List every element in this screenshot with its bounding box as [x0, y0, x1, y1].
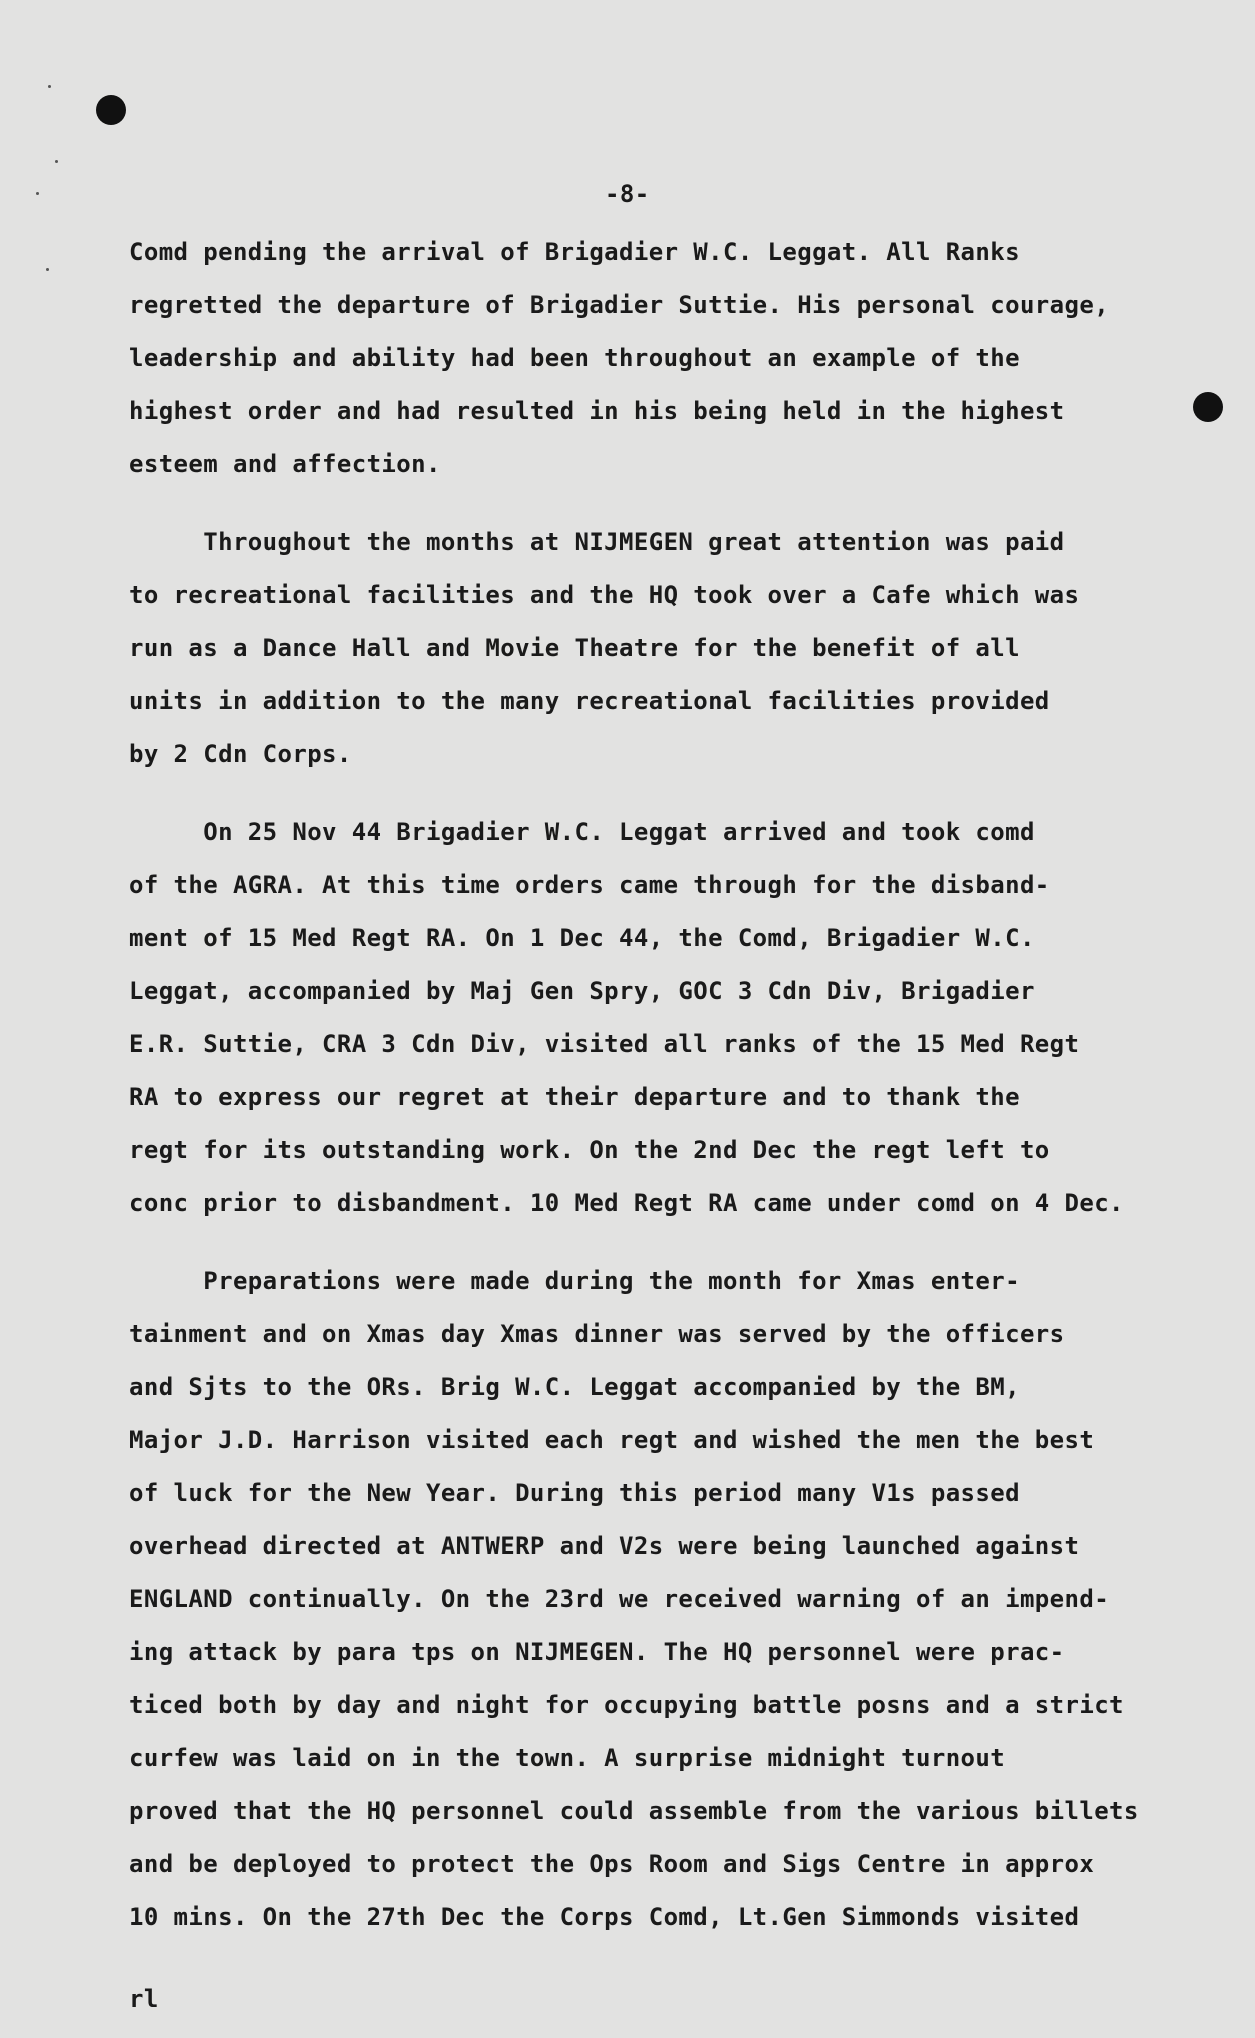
text-line: tainment and on Xmas day Xmas dinner was served by the officers — [129, 1320, 1065, 1348]
text-line: curfew was laid on in the town. A surprise midnight turnout — [129, 1744, 1006, 1772]
text-line: Throughout the months at NIJMEGEN great attention was paid — [129, 528, 1065, 556]
text-line: Comd pending the arrival of Brigadier W.C. Leggat. All Ranks — [129, 238, 1020, 266]
body-text — [129, 226, 1209, 1944]
paragraph — [129, 806, 1209, 1230]
paper-speck — [46, 268, 49, 271]
text-line: Major J.D. Harrison visited each regt and wished the men the best — [129, 1426, 1095, 1454]
footer-initials: rl — [129, 1985, 159, 2013]
text-line: regretted the departure of Brigadier Suttie. His personal courage, — [129, 291, 1110, 319]
text-line: by 2 Cdn Corps. — [129, 740, 352, 768]
paragraph — [129, 226, 1209, 491]
text-line: proved that the HQ personnel could assemble from the various billets — [129, 1797, 1139, 1825]
text-line: units in addition to the many recreational facilities provided — [129, 687, 1050, 715]
punch-hole-top-left — [96, 95, 126, 125]
text-line: of luck for the New Year. During this period many V1s passed — [129, 1479, 1020, 1507]
text-line: ment of 15 Med Regt RA. On 1 Dec 44, the Comd, Brigadier W.C. — [129, 924, 1035, 952]
text-line: ENGLAND continually. On the 23rd we received warning of an impend- — [129, 1585, 1110, 1613]
text-line: esteem and affection. — [129, 450, 441, 478]
text-line: and be deployed to protect the Ops Room and Sigs Centre in approx — [129, 1850, 1095, 1878]
text-line: ticed both by day and night for occupying battle posns and a strict — [129, 1691, 1124, 1719]
text-line: Preparations were made during the month for Xmas enter- — [129, 1267, 1020, 1295]
paper-speck — [55, 160, 58, 163]
text-line: leadership and ability had been throughout an example of the — [129, 344, 1020, 372]
text-line: and Sjts to the ORs. Brig W.C. Leggat accompanied by the BM, — [129, 1373, 1020, 1401]
paragraph — [129, 1255, 1209, 1944]
text-line: to recreational facilities and the HQ took over a Cafe which was — [129, 581, 1080, 609]
paragraph — [129, 516, 1209, 781]
paper-speck — [48, 85, 51, 88]
page-number: -8- — [605, 180, 650, 208]
text-line: of the AGRA. At this time orders came through for the disband- — [129, 871, 1050, 899]
text-line: conc prior to disbandment. 10 Med Regt RA came under comd on 4 Dec. — [129, 1189, 1124, 1217]
text-line: ing attack by para tps on NIJMEGEN. The HQ personnel were prac- — [129, 1638, 1065, 1666]
paper-speck — [36, 192, 39, 195]
text-line: 10 mins. On the 27th Dec the Corps Comd, Lt.Gen Simmonds visited — [129, 1903, 1080, 1931]
text-line: run as a Dance Hall and Movie Theatre for the benefit of all — [129, 634, 1020, 662]
text-line: RA to express our regret at their departure and to thank the — [129, 1083, 1020, 1111]
text-line: overhead directed at ANTWERP and V2s were being launched against — [129, 1532, 1080, 1560]
text-line: On 25 Nov 44 Brigadier W.C. Leggat arrived and took comd — [129, 818, 1035, 846]
text-line: E.R. Suttie, CRA 3 Cdn Div, visited all ranks of the 15 Med Regt — [129, 1030, 1080, 1058]
text-line: regt for its outstanding work. On the 2nd Dec the regt left to — [129, 1136, 1050, 1164]
text-line: highest order and had resulted in his being held in the highest — [129, 397, 1065, 425]
text-line: Leggat, accompanied by Maj Gen Spry, GOC 3 Cdn Div, Brigadier — [129, 977, 1035, 1005]
